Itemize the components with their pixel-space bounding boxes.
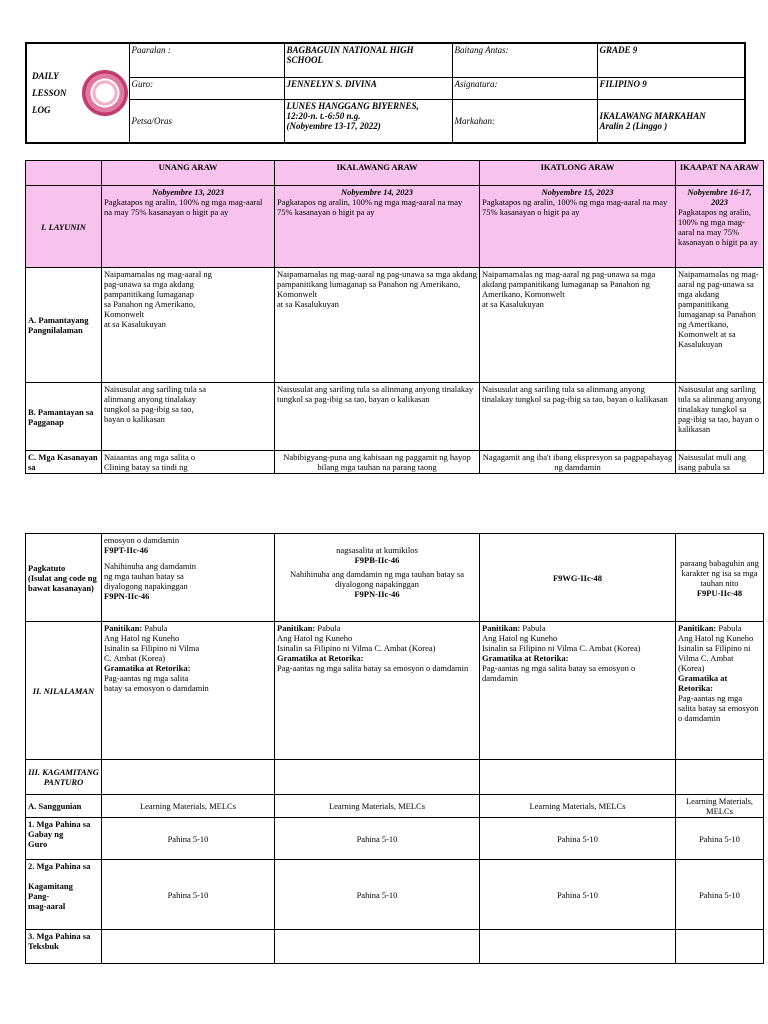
paaralan-label: Paaralan : [129, 43, 284, 77]
markahan-label: Markahan: [452, 99, 597, 143]
baitang-label: Baitang Antas: [452, 43, 597, 77]
magaaral-2: Pahina 5-10 [275, 860, 480, 930]
translator-4: Isinalin sa Filipino ni Vilma C. Ambat (Korea) [678, 643, 751, 673]
gabay-3: Pahina 5-10 [480, 818, 676, 860]
pk1-code1: F9PT-IIc-46 [104, 545, 149, 555]
panitikan-label-1: Panitikan: [104, 623, 143, 633]
ks-cell-1: Naiaantas ang mga salita o Clining batay sa tindi ng [102, 451, 275, 474]
guro-value: JENNELYN S. DIVINA [284, 77, 452, 99]
translator-1: Isinalin sa Filipino ni Vilma C. Ambat (Korea) [104, 643, 200, 663]
pg-cell-4: Naisusulat ang sariling tula sa alinmang anyong tinalakay tungkol sa pag-ibig sa tao, bayan o kalikasan [676, 383, 764, 451]
pg-cell-3: Naisusulat ang sariling tula sa alinmang anyong tinalakay tungkol sa pag-ibig sa tao, bayan o kalikasan [480, 383, 676, 451]
pk2-top: nagsasalita at kumikilos [336, 545, 418, 555]
panitikan-label-4: Panitikan: [678, 623, 717, 633]
layunin-date-1: Nobyembre 13, 2023 [151, 187, 224, 197]
nilalaman-cell-1 [102, 622, 275, 760]
day-header-2: IKALAWANG ARAW [275, 161, 480, 186]
kg-cell-1 [102, 760, 275, 795]
layunin-text-3: Pagkatapos ng aralin, 100% ng mga mag-aaral na may 75% kasanayan o higit pa ay [482, 197, 668, 217]
layunin-text-4: Pagkatapos ng aralin, 100% ng mga mag-aaral na may 75% kasanayan o higit pa ay [678, 207, 758, 247]
markahan-value: IKALAWANG MARKAHAN [599, 110, 706, 121]
markahan-sub: Aralin 2 (Linggo ) [599, 120, 668, 131]
day-header-4: IKAAPAT NA ARAW [676, 161, 764, 186]
layunin-date-2: Nobyembre 14, 2023 [340, 187, 413, 197]
pp-cell-1: Naipamamalas ng mag-aaral ng pag-unawa sa mga akdang pampanitikang lumaganap sa Panahon ng Amerikano, Komonwelt at sa Kasalukuyan [102, 268, 275, 383]
magaaral-label: 2. Mga Pahina sa Kagamitang Pang- mag-aaral [26, 860, 102, 930]
teksbuk-2 [275, 930, 480, 964]
ks-cell-3: Nagagamit ang iba't ibang ekspresyon sa pagpapahayag ng damdamin [480, 451, 676, 474]
sanggunian-2: Learning Materials, MELCs [275, 795, 480, 818]
kasanayan-label: C. Mga Kasanayan sa [26, 451, 102, 474]
pk4-code: F9PU-IIc-48 [696, 587, 743, 598]
paaralan-value: BAGBAGUIN NATIONAL HIGH SCHOOL [284, 43, 452, 77]
layunin-cell-4 [676, 186, 764, 268]
layunin-label: I. LAYUNIN [26, 186, 102, 268]
panitikan-value-2: Pabula [315, 623, 341, 633]
baitang-value: GRADE 9 [597, 43, 745, 77]
gramatika-label-1: Gramatika at Retorika: [104, 663, 191, 673]
layunin-text-1: Pagkatapos ng aralin, 100% ng mga mag-aaral na may 75% kasanayan o higit pa ay [104, 197, 263, 217]
layunin-cell-2 [275, 186, 480, 268]
pagkatuto-cell-1 [102, 534, 275, 622]
gramatika-label-2: Gramatika at Retorika: [277, 653, 364, 663]
petsa-label: Petsa/Oras [129, 99, 284, 143]
markahan-cell [597, 99, 745, 143]
pk2-code1: F9PB-IIc-46 [354, 555, 400, 565]
pp-cell-2: Naipamamalas ng mag-aaral ng pag-unawa sa mga akdang pampanitikang lumaganap sa Panahon ng Amerikano, Komonwelt at sa Kasalukuyan [275, 268, 480, 383]
gramatika-text-1: Pag-aantas ng mga salita batay sa emosyon o damdamin [104, 673, 209, 693]
translator-3: Isinalin sa Filipino ni Vilma C. Ambat (Korea) [482, 643, 641, 653]
teksbuk-label: 3. Mga Pahina sa Teksbuk [26, 930, 102, 964]
lesson-table-part1 [25, 160, 764, 474]
pk1-top: emosyon o damdamin [104, 535, 180, 545]
teksbuk-3 [480, 930, 676, 964]
dll-title: DAILY LESSON LOG [32, 70, 67, 115]
pk4-text: paraang babaguhin ang karakter ng isa sa mga tauhan nito [680, 557, 759, 588]
guro-label: Guro: [129, 77, 284, 99]
nilalaman-cell-4 [676, 622, 764, 760]
pg-cell-1: Naisusulat ang sariling tula sa alinmang anyong tinalakay tungkol sa pag-ibig sa tao, bayan o kalikasan [102, 383, 275, 451]
akda-title-1: Ang Hatol ng Kuneho [104, 633, 180, 643]
pk1-code2: F9PN-IIc-46 [104, 591, 150, 601]
panitikan-label-3: Panitikan: [482, 623, 521, 633]
magaaral-1: Pahina 5-10 [102, 860, 275, 930]
sanggunian-3: Learning Materials, MELCs [480, 795, 676, 818]
pagkatuto-label: Pagkatuto (Isulat ang code ng bawat kasanayan) [26, 534, 102, 622]
layunin-cell-1 [102, 186, 275, 268]
lesson-table-part2 [25, 533, 764, 964]
nilalaman-cell-3 [480, 622, 676, 760]
pk2-code2: F9PN-IIc-46 [354, 589, 400, 599]
gramatika-text-3: Pag-aantas ng mga salita batay sa emosyon o damdamin [482, 663, 636, 683]
magaaral-3: Pahina 5-10 [480, 860, 676, 930]
pp-cell-3: Naipamamalas ng mag-aaral ng pag-unawa sa mga akdang pampanitikang lumaganap sa Panahon ng Amerikano, Komonwelt at sa Kasalukuyan [480, 268, 676, 383]
gabay-1: Pahina 5-10 [102, 818, 275, 860]
sanggunian-4: Learning Materials, MELCs [676, 795, 764, 818]
teksbuk-1 [102, 930, 275, 964]
pk2-text2: Nahihinuha ang damdamin ng mga tauhan batay sa diyalogong napakinggan [290, 569, 464, 589]
pamantayang-pangnilalaman-label: A. Pamantayang Pangnilalaman [26, 268, 102, 383]
layunin-cell-3 [480, 186, 676, 268]
dll-cell [26, 43, 129, 143]
school-seal-icon [82, 70, 128, 116]
sanggunian-1: Learning Materials, MELCs [102, 795, 275, 818]
gramatika-label-4: Gramatika at Retorika: [678, 673, 728, 693]
pp-cell-4: Naipamamalas ng mag-aaral ng pag-unawa sa mga akdang pampanitikang lumaganap sa Panahon ng Amerikano, Komonwelt at sa Kasalukuyan [676, 268, 764, 383]
ks-cell-4: Naisusulat muli ang isang pabula sa [676, 451, 764, 474]
asignatura-value: FILIPINO 9 [597, 77, 745, 99]
pamantayan-pagganap-label: B. Pamantayan sa Pagganap [26, 383, 102, 451]
akda-title-3: Ang Hatol ng Kuneho [482, 633, 558, 643]
magaaral-4: Pahina 5-10 [676, 860, 764, 930]
translator-2: Isinalin sa Filipino ni Vilma C. Ambat (Korea) [277, 643, 436, 653]
panitikan-label-2: Panitikan: [277, 623, 316, 633]
corner-cell [26, 161, 102, 186]
kagamitan-label: III. KAGAMITANG PANTURO [26, 760, 102, 795]
layunin-date-3: Nobyembre 15, 2023 [541, 187, 614, 197]
asignatura-label: Asignatura: [452, 77, 597, 99]
panitikan-value-3: Pabula [520, 623, 546, 633]
akda-title-2: Ang Hatol ng Kuneho [277, 633, 353, 643]
day-header-3: IKATLONG ARAW [480, 161, 676, 186]
day-header-1: UNANG ARAW [102, 161, 275, 186]
layunin-text-2: Pagkatapos ng aralin, 100% ng mga mag-aaral na may 75% kasanayan o higit pa ay [277, 197, 463, 217]
gramatika-text-4: Pag-aantas ng mga salita batay sa emosyon o damdamin [678, 693, 759, 723]
panitikan-value-1: Pabula [142, 623, 168, 633]
teksbuk-4 [676, 930, 764, 964]
sanggunian-label: A. Sanggunian [26, 795, 102, 818]
petsa-value: LUNES HANGGANG BIYERNES, 12:20-n. t.-6:50 n.g. (Nobyembre 13-17, 2022) [284, 99, 452, 143]
layunin-date-4: Nobyembre 16-17, 2023 [687, 187, 752, 207]
akda-title-4: Ang Hatol ng Kuneho [678, 633, 754, 643]
kg-cell-2 [275, 760, 480, 795]
kg-cell-4 [676, 760, 764, 795]
gramatika-label-3: Gramatika at Retorika: [482, 653, 569, 663]
header-table [25, 42, 746, 144]
pg-cell-2: Naisusulat ang sariling tula sa alinmang anyong tinalakay tungkol sa pag-ibig sa tao, bayan o kalikasan [275, 383, 480, 451]
pagkatuto-cell-4 [676, 534, 764, 622]
gramatika-text-2: Pag-aantas ng mga salita batay sa emosyon o damdamin [277, 663, 469, 673]
gabay-label: 1. Mga Pahina sa Gabay ng Guro [26, 818, 102, 860]
kg-cell-3 [480, 760, 676, 795]
pagkatuto-cell-3: F9WG-IIc-48 [480, 534, 676, 622]
pagkatuto-cell-2 [275, 534, 480, 622]
nilalaman-cell-2 [275, 622, 480, 760]
ks-cell-2: Nabibigyang-puna ang kabisaan ng paggamit ng hayop bilang mga tauhan na parang taong [275, 451, 480, 474]
nilalaman-label: II. NILALAMAN [26, 622, 102, 760]
gabay-2: Pahina 5-10 [275, 818, 480, 860]
pk1-text2: Nahihinuha ang damdamin ng mga tauhan batay sa diyalogong napakinggan [104, 561, 197, 591]
panitikan-value-4: Pabula [716, 623, 742, 633]
gabay-4: Pahina 5-10 [676, 818, 764, 860]
